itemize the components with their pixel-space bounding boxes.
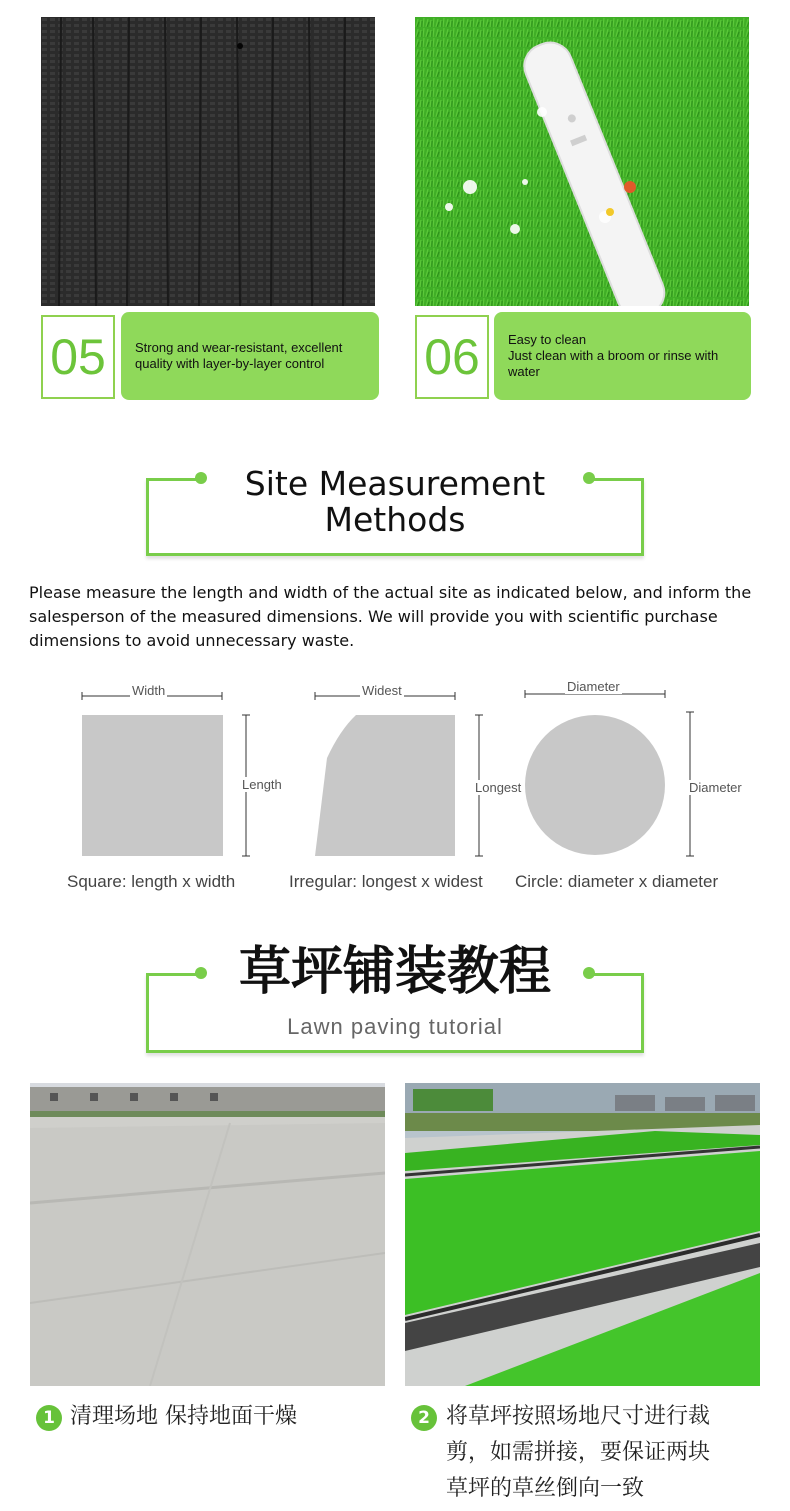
irregular-shape xyxy=(315,715,455,856)
irregular-widest-label: Widest xyxy=(362,683,402,698)
tutorial-title-en: Lawn paving tutorial xyxy=(287,1014,503,1039)
measurement-intro: Please measure the length and width of the actual site as indicated below, and inform the salesperson of the measured dimensions. We will provide you with scientific purchase dimensions to avoid unnecessary waste. xyxy=(29,583,752,650)
cleaning-broom-photo xyxy=(415,17,749,306)
circle-caption: Circle: diameter x diameter xyxy=(515,872,719,891)
step-number: 2 xyxy=(418,1408,430,1428)
irregular-caption: Irregular: longest x widest xyxy=(289,872,483,891)
measurement-diagram xyxy=(0,670,790,870)
turf-backing-photo xyxy=(41,17,375,306)
feature-card-wear-resistant xyxy=(121,312,379,400)
step-2-badge xyxy=(411,1405,437,1431)
circle-diameter-top-label: Diameter xyxy=(567,679,620,694)
feature-number-06 xyxy=(415,315,489,399)
square-length-label: Length xyxy=(242,777,282,792)
feature-description: Strong and wear-resistant, excellent quality with layer-by-layer control xyxy=(135,340,343,371)
measurement-title xyxy=(0,466,790,538)
step-number: 1 xyxy=(43,1408,55,1428)
feature-card-easy-clean xyxy=(494,312,751,400)
square-caption: Square: length x width xyxy=(67,872,236,891)
step-1-text: 清理场地 保持地面干燥 xyxy=(70,1404,297,1429)
measurement-title-line2: Methods xyxy=(324,500,466,539)
tutorial-title-cn: 草坪铺装教程 xyxy=(238,942,551,1002)
feature-number-text: 05 xyxy=(50,329,106,385)
irregular-longest-label: Longest xyxy=(475,780,522,795)
feature-number-text: 06 xyxy=(424,329,480,385)
square-width-label: Width xyxy=(132,683,166,698)
step-1-badge xyxy=(36,1405,62,1431)
feature-number-05 xyxy=(41,315,115,399)
feature-description: Easy to clean Just clean with a broom or rinse with water xyxy=(508,332,719,379)
concrete-site-photo xyxy=(30,1083,385,1386)
lawn-laying-photo xyxy=(405,1083,760,1386)
measurement-title-line1: Site Measurement xyxy=(244,464,546,503)
step-2-text: 将草坪按照场地尺寸进行裁 剪，如需拼接，要保证两块 草坪的草丝倒向一致 xyxy=(446,1404,711,1501)
square-shape xyxy=(82,715,223,856)
circle-shape xyxy=(525,715,665,855)
circle-diameter-side-label: Diameter xyxy=(689,780,742,795)
